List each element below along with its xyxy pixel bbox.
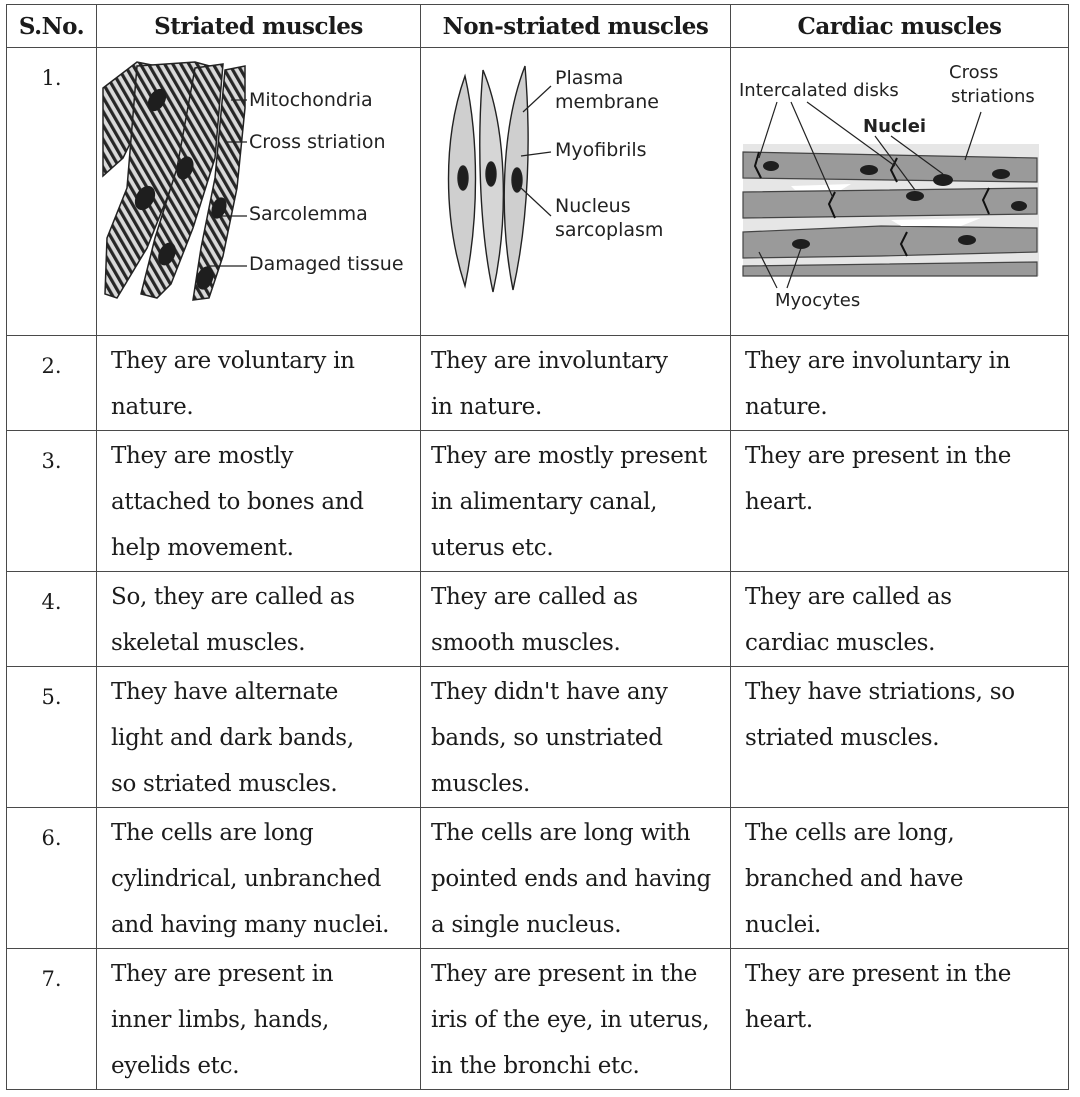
label-cross-striation: Cross striation: [249, 131, 386, 153]
label-membrane: membrane: [555, 91, 659, 113]
sno-cell: 6.: [7, 808, 97, 949]
sno-cell: 5.: [7, 667, 97, 808]
table-row: [7, 808, 1069, 949]
table-row: [7, 48, 1069, 336]
label-sarcolemma: Sarcolemma: [249, 203, 368, 225]
label-nucleus: Nucleus: [555, 195, 631, 217]
cell-line: They have striations, so: [745, 679, 1015, 705]
cell-line: in the bronchi etc.: [431, 1053, 640, 1079]
header-sno: S.No.: [7, 5, 97, 48]
cell-line: The cells are long: [111, 820, 314, 846]
label-myofibrils: Myofibrils: [555, 139, 647, 161]
cell-line: They are involuntary: [431, 348, 668, 374]
cell-line: in nature.: [431, 394, 542, 420]
header-row: [7, 5, 1069, 48]
smooth-muscle-diagram-icon: [421, 48, 729, 316]
cell-line: a single nucleus.: [431, 912, 622, 938]
cell-line: They are called as: [745, 584, 952, 610]
cell-line: eyelids etc.: [111, 1053, 240, 1079]
cell-line: They are present in the: [745, 443, 1012, 469]
cardiac-cell: [731, 431, 1069, 572]
cell-line: iris of the eye, in uterus,: [431, 1007, 710, 1033]
label-mitochondria: Mitochondria: [249, 89, 373, 111]
label-plasma: Plasma: [555, 67, 624, 89]
label-myocytes: Myocytes: [775, 290, 861, 311]
nonstriated-cell: [421, 336, 731, 431]
label-nuclei: Nuclei: [863, 116, 927, 137]
table-row: [7, 336, 1069, 431]
striated-diagram-cell: [97, 48, 421, 336]
sno-cell: 2.: [7, 336, 97, 431]
header-cardiac: Cardiac muscles: [731, 5, 1069, 48]
cell-line: They didn't have any: [431, 679, 668, 705]
cell-line: heart.: [745, 1007, 813, 1033]
cell-line: They have alternate: [111, 679, 339, 705]
cardiac-cell: [731, 572, 1069, 667]
label-sarcoplasm: sarcoplasm: [555, 219, 664, 241]
cell-line: They are involuntary in: [745, 348, 1011, 374]
cell-line: heart.: [745, 489, 813, 515]
striated-fibers: [103, 62, 245, 300]
cell-line: The cells are long with: [431, 820, 691, 846]
label-damaged-tissue: Damaged tissue: [249, 253, 404, 275]
cell-line: nuclei.: [745, 912, 822, 938]
cell-line: nature.: [111, 394, 194, 420]
striated-cell: [97, 431, 421, 572]
table-row: [7, 667, 1069, 808]
sno-cell: 3.: [7, 431, 97, 572]
striated-cell: [97, 808, 421, 949]
cardiac-cell: [731, 808, 1069, 949]
nonstriated-cell: [421, 949, 731, 1090]
smooth-muscle-cells: [449, 66, 529, 292]
sno-cell: 7.: [7, 949, 97, 1090]
striated-cell: [97, 336, 421, 431]
cardiac-diagram-cell: [731, 48, 1069, 336]
cell-line: They are mostly: [111, 443, 294, 469]
nonstriated-cell: [421, 431, 731, 572]
cell-line: in alimentary canal,: [431, 489, 658, 515]
striated-muscle-diagram-icon: [97, 48, 419, 316]
striated-cell: [97, 572, 421, 667]
cell-line: They are voluntary in: [111, 348, 355, 374]
cell-line: So, they are called as: [111, 584, 355, 610]
cell-line: inner limbs, hands,: [111, 1007, 330, 1033]
cell-line: branched and have: [745, 866, 964, 892]
cell-line: muscles.: [431, 771, 530, 797]
cell-line: skeletal muscles.: [111, 630, 306, 656]
label-cross: Cross: [949, 62, 999, 83]
cardiac-muscle-diagram-icon: [731, 48, 1067, 316]
table-row: [7, 572, 1069, 667]
cell-line: They are mostly present: [431, 443, 707, 469]
cell-line: bands, so unstriated: [431, 725, 663, 751]
sno-cell: 1.: [7, 48, 97, 336]
cell-line: They are present in the: [745, 961, 1012, 987]
table-row: [7, 431, 1069, 572]
label-intercalated-disks: Intercalated disks: [739, 80, 899, 101]
cell-line: uterus etc.: [431, 535, 554, 561]
cell-line: nature.: [745, 394, 828, 420]
cell-line: They are called as: [431, 584, 638, 610]
header-striated: Striated muscles: [97, 5, 421, 48]
nonstriated-cell: [421, 572, 731, 667]
cell-line: pointed ends and having: [431, 866, 711, 892]
striated-cell: [97, 949, 421, 1090]
cell-line: and having many nuclei.: [111, 912, 390, 938]
cardiac-cell: [731, 667, 1069, 808]
cell-line: They are present in the: [431, 961, 698, 987]
cell-line: cylindrical, unbranched: [111, 866, 382, 892]
label-striations: striations: [951, 86, 1035, 107]
header-nonstriated: Non-striated muscles: [421, 5, 731, 48]
table-row: [7, 949, 1069, 1090]
cell-line: They are present in: [111, 961, 334, 987]
nonstriated-cell: [421, 808, 731, 949]
cell-line: The cells are long,: [745, 820, 955, 846]
muscle-comparison-table: [6, 4, 1069, 1090]
cell-line: so striated muscles.: [111, 771, 338, 797]
cell-line: light and dark bands,: [111, 725, 354, 751]
nonstriated-diagram-cell: [421, 48, 731, 336]
cardiac-cell: [731, 336, 1069, 431]
cell-line: smooth muscles.: [431, 630, 621, 656]
striated-cell: [97, 667, 421, 808]
cell-line: striated muscles.: [745, 725, 940, 751]
cardiac-cell: [731, 949, 1069, 1090]
cell-line: cardiac muscles.: [745, 630, 936, 656]
cell-line: help movement.: [111, 535, 294, 561]
nonstriated-cell: [421, 667, 731, 808]
sno-cell: 4.: [7, 572, 97, 667]
cell-line: attached to bones and: [111, 489, 364, 515]
